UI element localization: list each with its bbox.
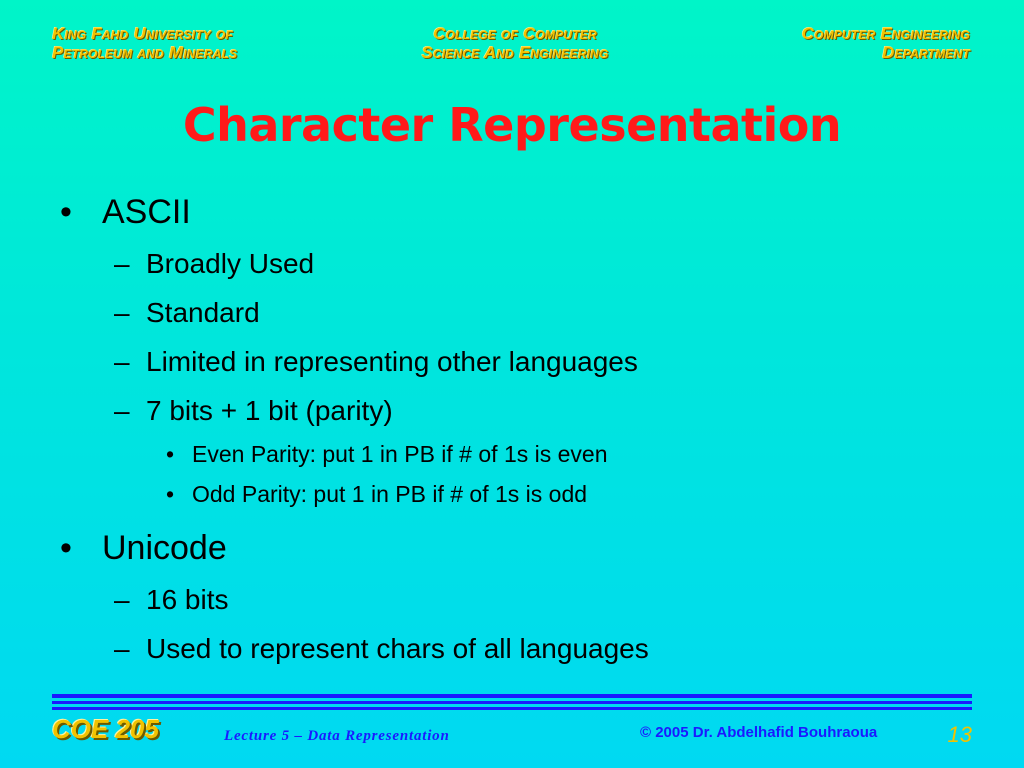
sub-sub-bullet-text: Odd Parity: put 1 in PB if # of 1s is odd	[192, 481, 588, 507]
sub-bullet	[60, 576, 980, 625]
sub-bullet	[60, 289, 980, 338]
dash-marker: –	[114, 297, 130, 328]
slide-title: Character Representation	[182, 98, 842, 152]
dash-marker: –	[114, 346, 130, 377]
bullet-marker: •	[60, 193, 72, 231]
sub-bullet-text: Broadly Used	[146, 248, 315, 279]
sub-sub-bullet-text: Even Parity: put 1 in PB if # of 1s is even	[192, 441, 608, 467]
dash-marker: –	[114, 395, 130, 426]
lecture-title: Lecture 5 – Data Representation	[224, 728, 450, 744]
footer-divider	[52, 701, 972, 704]
header-college	[390, 24, 640, 62]
header-college-line2: Science And Engineering	[421, 43, 609, 62]
header-department	[802, 24, 970, 62]
page-number: 13	[947, 722, 972, 747]
header-university-line2: Petroleum and Minerals	[52, 43, 238, 62]
header-department-line2: Department	[882, 43, 970, 62]
sub-bullet-text: 16 bits	[146, 584, 229, 615]
header-department-line1: Computer Engineering	[801, 24, 970, 43]
sub-bullet	[60, 338, 980, 387]
footer-divider	[52, 707, 972, 710]
bullet-ascii-label: ASCII	[102, 193, 191, 231]
sub-sub-bullet	[60, 436, 980, 476]
bullet-marker: •	[166, 481, 175, 507]
bullet-unicode-label: Unicode	[102, 529, 227, 567]
sub-bullet	[60, 625, 980, 674]
slide-content	[60, 188, 980, 674]
bullet-ascii	[60, 188, 980, 240]
dash-marker: –	[114, 584, 130, 615]
dash-marker: –	[114, 633, 130, 664]
footer-divider	[52, 694, 972, 698]
sub-bullet-text: Limited in representing other languages	[146, 346, 638, 377]
sub-bullet-text: Used to represent chars of all languages	[146, 633, 649, 664]
sub-bullet	[60, 387, 980, 436]
dash-marker: –	[114, 248, 130, 279]
copyright-notice: © 2005 Dr. Abdelhafid Bouhraoua	[640, 724, 878, 741]
bullet-marker: •	[166, 441, 175, 467]
bullet-unicode	[60, 524, 980, 576]
sub-bullet-text: Standard	[146, 297, 260, 328]
sub-sub-bullet	[60, 476, 980, 516]
header-university	[52, 24, 237, 62]
header-college-line1: College of Computer	[433, 24, 597, 43]
header-university-line1: King Fahd University of	[52, 24, 234, 43]
bullet-marker: •	[60, 529, 72, 567]
sub-bullet-text: 7 bits + 1 bit (parity)	[146, 395, 393, 426]
course-code: COE 205	[52, 714, 159, 744]
sub-bullet	[60, 240, 980, 289]
